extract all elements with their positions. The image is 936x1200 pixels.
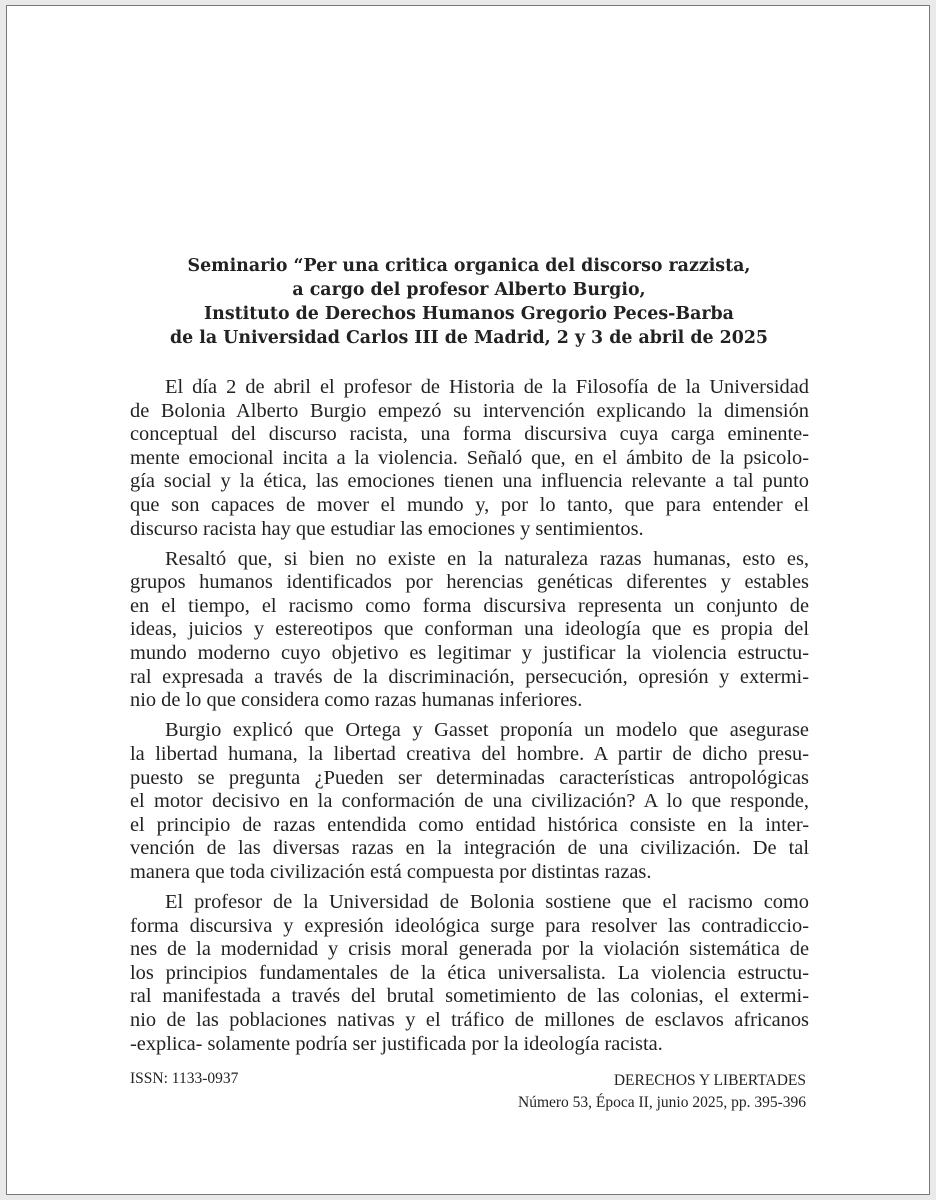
article-title	[107, 254, 831, 350]
journal-name: DERECHOS Y LIBERTADES	[613, 1072, 806, 1089]
body-paragraph	[130, 719, 809, 884]
body-paragraph	[130, 891, 809, 1056]
paragraph-line: vención de las diversas razas en la integración de una civilización. De tal	[130, 837, 809, 860]
paragraph-line: Burgio explicó que Ortega y Gasset proponía un modelo que asegurase	[165, 719, 809, 742]
paragraph-line: discurso racista hay que estudiar las emociones y sentimientos.	[130, 517, 644, 540]
paragraph-line: de Bolonia Alberto Burgio empezó su intervención explicando la dimensión	[130, 399, 809, 422]
issn-label: ISSN: 1133-0937	[130, 1070, 239, 1087]
paragraph-line: -explica- solamente podría ser justificada por la ideología racista.	[130, 1032, 663, 1055]
paragraph-line: El día 2 de abril el profesor de Historia de la Filosofía de la Universidad	[165, 376, 809, 398]
paragraph-line: nes de la modernidad y crisis moral generada por la violación sistemática de	[130, 938, 809, 961]
paragraph-line: el principio de razas entendida como entidad histórica consiste en la inter-	[130, 813, 809, 836]
paragraph-line: los principios fundamentales de la ética universalista. La violencia estructu-	[130, 961, 809, 984]
title-line: Instituto de Derechos Humanos Gregorio Peces-Barba	[204, 304, 734, 324]
paragraph-line: nio de las poblaciones nativas y el tráfico de millones de esclavos africanos	[130, 1008, 809, 1031]
body-paragraph	[130, 376, 809, 541]
document-page	[6, 5, 930, 1195]
paragraph-line: ideas, juicios y estereotipos que conforman una ideología que es propia del	[130, 618, 809, 641]
paragraph-line: Resaltó que, si bien no existe en la naturaleza razas humanas, esto es,	[165, 547, 809, 570]
paragraph-line: ral manifestada a través del brutal sometimiento de las colonias, el extermi-	[130, 985, 809, 1008]
paragraph-line: la libertad humana, la libertad creativa del hombre. A partir de dicho presu-	[130, 742, 809, 765]
paragraph-line: ral expresada a través de la discriminación, persecución, opresión y extermi-	[130, 665, 809, 688]
paragraph-line: El profesor de la Universidad de Bolonia sostiene que el racismo como	[165, 890, 809, 913]
paragraph-line: nio de lo que considera como razas humanas inferiores.	[130, 689, 583, 712]
issue-info: Número 53, Época II, junio 2025, pp. 395-396	[518, 1094, 806, 1111]
title-line: Seminario “Per una critica organica del discorso razzista,	[187, 256, 751, 276]
paragraph-line: el motor decisivo en la conformación de una civilización? A lo que responde,	[130, 790, 809, 813]
paragraph-line: mundo moderno cuyo objetivo es legitimar y justificar la violencia estructu-	[130, 642, 809, 665]
body-paragraph	[130, 548, 809, 713]
paragraph-line: puesto se pregunta ¿Pueden ser determinadas características antropológicas	[130, 766, 809, 789]
paragraph-line: manera que toda civilización está compuesta por distintas razas.	[130, 860, 652, 883]
paragraph-line: grupos humanos identificados por herencias genéticas diferentes y estables	[130, 571, 809, 594]
article-body	[130, 376, 809, 1063]
title-line: a cargo del profesor Alberto Burgio,	[292, 280, 646, 300]
paragraph-line: mente emocional incita a la violencia. Señaló que, en el ámbito de la psicolo-	[130, 446, 809, 469]
journal-citation	[518, 1070, 806, 1114]
paragraph-line: forma discursiva y expresión ideológica surge para resolver las contradiccio-	[130, 914, 809, 937]
paragraph-line: conceptual del discurso racista, una forma discursiva cuya carga eminente-	[130, 423, 809, 446]
paragraph-line: en el tiempo, el racismo como forma discursiva representa un conjunto de	[130, 594, 809, 617]
title-line: de la Universidad Carlos III de Madrid, 2 y 3 de abril de 2025	[169, 328, 769, 348]
paragraph-line: gía social y la ética, las emociones tienen una influencia relevante a tal punto	[130, 470, 809, 493]
paragraph-line: que son capaces de mover el mundo y, por lo tanto, que para entender el	[130, 493, 809, 516]
